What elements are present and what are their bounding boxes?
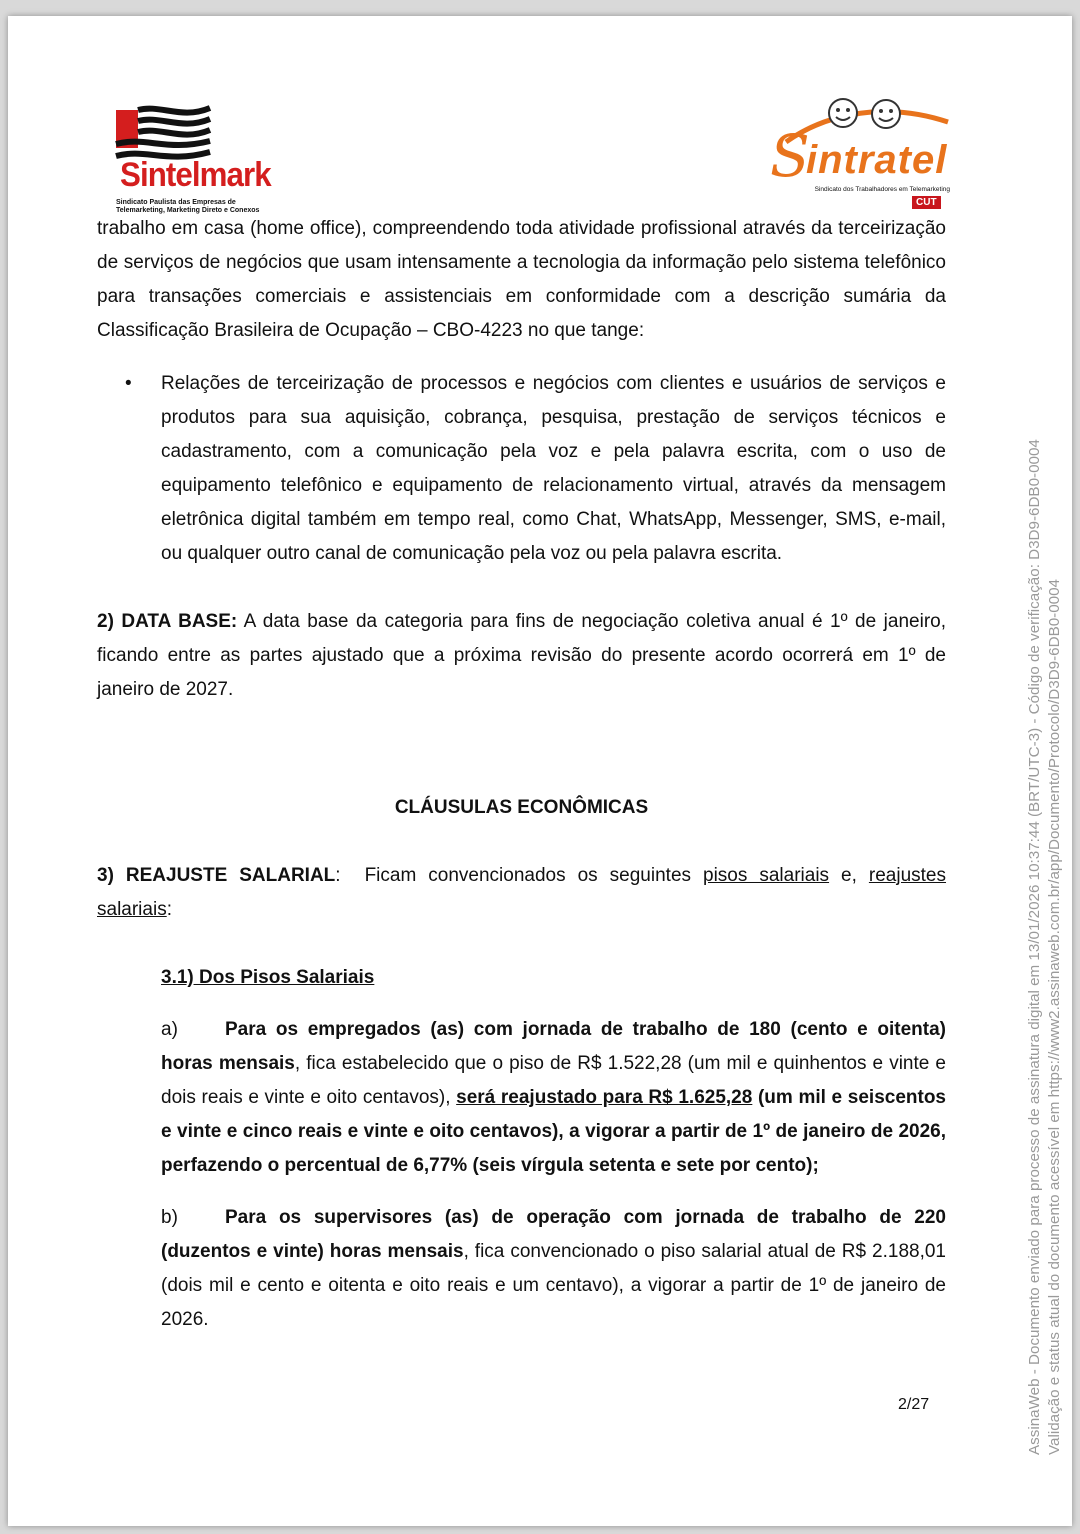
sintelmark-subtitle-line2: Telemarketing, Marketing Direto e Conexos: [116, 207, 260, 214]
subsection-title: 3.1) Dos Pisos Salariais: [161, 967, 375, 988]
reajuste-paragraph: [97, 859, 946, 927]
cut-badge: CUT: [912, 196, 941, 209]
item-b-paragraph: [97, 1201, 946, 1337]
sintratel-subtitle: Sindicato dos Trabalhadores em Telemarketing: [814, 186, 950, 193]
item-b-letter: b): [161, 1207, 178, 1228]
reajuste-text2: e,: [829, 865, 869, 886]
item-a-new-value: será reajustado para R$ 1.625,28: [456, 1087, 753, 1108]
side-note-line1: AssinaWeb - Documento enviado para processo de assinatura digital em 13/01/2026 10:37:44 (BRT/UTC-3) - Código de verificação: D3D9-6DB0-0004: [1026, 439, 1043, 1455]
document-page: [8, 16, 1072, 1526]
item-a-bold2: (um mil e seiscentos e vinte e cinco reais e vinte e oito centavos), a vigorar a partir de 1º de janeiro de 2026, perfazendo o percentual de 6,77% (seis vírgula setenta e sete por cento);: [161, 1087, 946, 1176]
document-body: [97, 212, 946, 1337]
pisos-salariais-text: pisos salariais: [703, 865, 830, 886]
sintelmark-subtitle-line1: Sindicato Paulista das Empresas de: [116, 199, 236, 206]
reajuste-label: 3) REAJUSTE SALARIAL: [97, 865, 336, 886]
item-a-bold1: Para os empregados (as) com jornada de trabalho de 180 (cento e oitenta) horas mensais: [161, 1019, 946, 1074]
item-a-paragraph: [97, 1013, 946, 1183]
signature-side-note: [1025, 439, 1065, 1455]
sintratel-wordmark: intratel: [806, 138, 948, 182]
bullet-icon: •: [125, 373, 132, 394]
intro-paragraph: trabalho em casa (home office), compreendendo toda atividade profissional através da terceirização de serviços de negócios que usam intensamente a tecnologia da informação pelo sistema telefônico para transações comerciais e assistenciais em conformidade com a descrição sumária da Classificação Brasileira de Ocupação – CBO-4223 no que tange:: [97, 218, 946, 341]
sintelmark-wordmark: Sintelmark: [120, 156, 271, 194]
bullet-text: Relações de terceirização de processos e negócios com clientes e usuários de serviços e produtos para sua aquisição, cobrança, pesquisa, prestação de serviços técnicos e cadastramento, com a comunicação pela voz e pela palavra escrita, com o uso de equipamento telefônico e equipamento de relacionamento virtual, através da mensagem eletrônica digital também em tempo real, como Chat, WhatsApp, Messenger, SMS, e-mail, ou qualquer outro canal de comunicação pela voz ou pela palavra escrita.: [161, 373, 946, 564]
section-title: CLÁUSULAS ECONÔMICAS: [394, 797, 649, 818]
sintelmark-logo: [106, 94, 286, 219]
item-a-letter: a): [161, 1019, 178, 1040]
item-a-normal1: , fica estabelecido que o piso de R$ 1.522,28 (um mil e quinhentos e vinte e dois reais e vinte e oito centavos),: [161, 1053, 946, 1108]
page-number: 2/27: [898, 1396, 930, 1413]
side-note-line2: Validação e status atual do documento acessível em https://www2.assinaweb.com.br/app/Documento/Protocolo/D3D9-6DB0-0004: [1046, 579, 1063, 1455]
data-base-text: A data base da categoria para fins de negociação coletiva anual é 1º de janeiro, ficando entre as partes ajustado que a próxima revisão do presente acordo ocorrerá em 1º de janeiro de 2027.: [97, 611, 946, 700]
reajuste-text3: :: [166, 899, 172, 920]
sintratel-initial: S: [770, 122, 810, 190]
sintratel-logo: [768, 92, 958, 220]
reajuste-text1: Ficam convencionados os seguintes: [340, 865, 704, 886]
list-item: [97, 367, 946, 571]
item-b-normal1: , fica convencionado o piso salarial atual de R$ 2.188,01 (dois mil e cento e oitenta e oito reais e um centavo), a vigorar a partir de 1º de janeiro de 2026.: [161, 1241, 947, 1330]
data-base-label: 2) DATA BASE:: [97, 611, 238, 632]
reajustes-salariais-text: reajustes salariais: [97, 865, 947, 920]
data-base-paragraph: [97, 605, 946, 707]
item-b-bold1: Para os supervisores (as) de operação com jornada de trabalho de 220 (duzentos e vinte) horas mensais: [161, 1207, 946, 1262]
reajuste-colon: :: [335, 865, 341, 886]
